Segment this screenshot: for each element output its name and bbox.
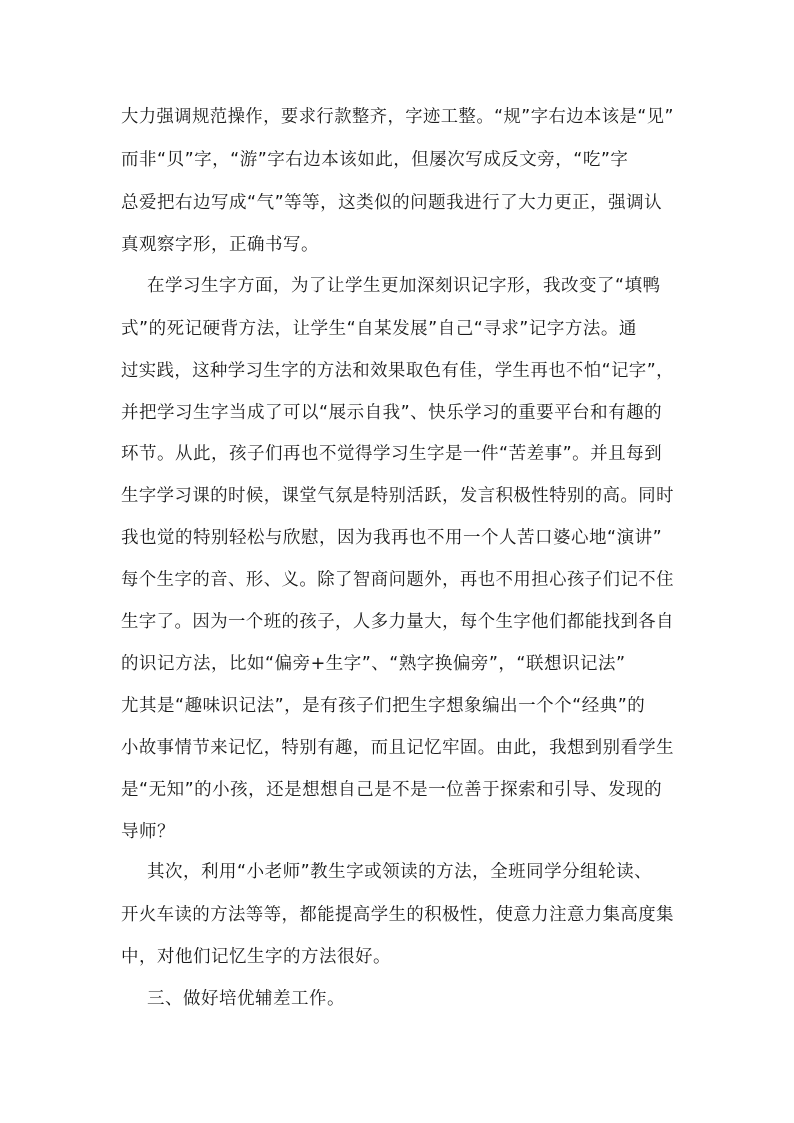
text-line — [0, 314, 794, 344]
text-line — [0, 188, 794, 218]
line-text: 过实践，这种学习生字的方法和效果取色有佳，学生再也不怕“记字”， — [121, 361, 674, 381]
line-text: 并把学习生字当成了可以“展示自我”、快乐学习的重要平台和有趣的 — [121, 403, 663, 423]
line-text: 式”的死记硬背方法，让学生“自某发展”自己“寻求”记字方法。通 — [121, 319, 637, 339]
text-line — [0, 857, 794, 887]
line-text: 我也觉的特别轻松与欣慰，因为我再也不用一个人苦口婆心地“演讲” — [121, 528, 663, 548]
text-line — [0, 817, 794, 847]
line-text: 环节。从此，孩子们再也不觉得学习生字是一件“苦差事”。并且每到 — [121, 444, 663, 464]
text-line — [0, 356, 794, 386]
line-text: 真观察字形，正确书写。 — [121, 235, 319, 255]
text-line — [0, 102, 794, 132]
text-line — [0, 523, 794, 553]
text-line — [0, 145, 794, 175]
line-text: 在学习生字方面，为了让学生更加深刻识记字形，我改变了“填鸭 — [147, 276, 661, 296]
text-line — [0, 942, 794, 972]
line-text: 生字了。因为一个班的孩子，人多力量大，每个生字他们都能找到各自 — [121, 612, 674, 632]
text-line — [0, 481, 794, 511]
text-line — [0, 230, 794, 260]
line-text: 其次，利用“小老师”教生字或领读的方法，全班同学分组轮读、 — [147, 862, 653, 882]
text-line — [0, 900, 794, 930]
line-text: 的识记方法，比如“偏旁+生字”、“熟字换偏旁”，“联想识记法” — [121, 654, 626, 674]
line-text: 生字学习课的时候，课堂气氛是特别活跃，发言积极性特别的高。同时 — [121, 486, 674, 506]
line-text: 小故事情节来记忆，特别有趣，而且记忆牢固。由此，我想到别看学生 — [121, 738, 674, 758]
text-line — [0, 733, 794, 763]
line-text: 中，对他们记忆生字的方法很好。 — [121, 947, 391, 967]
line-text: 是“无知”的小孩，还是想想自己是不是一位善于探索和引导、发现的 — [121, 780, 663, 800]
line-text: 三、做好培优辅差工作。 — [147, 989, 345, 1009]
text-line — [0, 775, 794, 805]
line-text: 大力强调规范操作，要求行款整齐，字迹工整。“规”字右边本该是“见” — [121, 107, 674, 127]
line-text: 而非“贝”字，“游”字右边本该如此，但屡次写成反文旁，“吃”字 — [121, 150, 629, 170]
text-line — [0, 691, 794, 721]
text-line — [0, 984, 794, 1014]
text-line — [0, 607, 794, 637]
line-text: 每个生字的音、形、义。除了智商问题外，再也不用担心孩子们记不住 — [121, 570, 674, 590]
line-text: 总爱把右边写成“气”等等，这类似的问题我进行了大力更正，强调认 — [121, 193, 663, 213]
text-line — [0, 565, 794, 595]
line-text: 导师？ — [121, 822, 175, 842]
text-line — [0, 398, 794, 428]
text-line — [0, 271, 794, 301]
text-line — [0, 439, 794, 469]
line-text: 开火车读的方法等等，都能提高学生的积极性，使意力注意力集高度集 — [121, 905, 674, 925]
line-text: 尤其是“趣味识记法”，是有孩子们把生字想象编出一个个“经典”的 — [121, 696, 646, 716]
text-line — [0, 649, 794, 679]
